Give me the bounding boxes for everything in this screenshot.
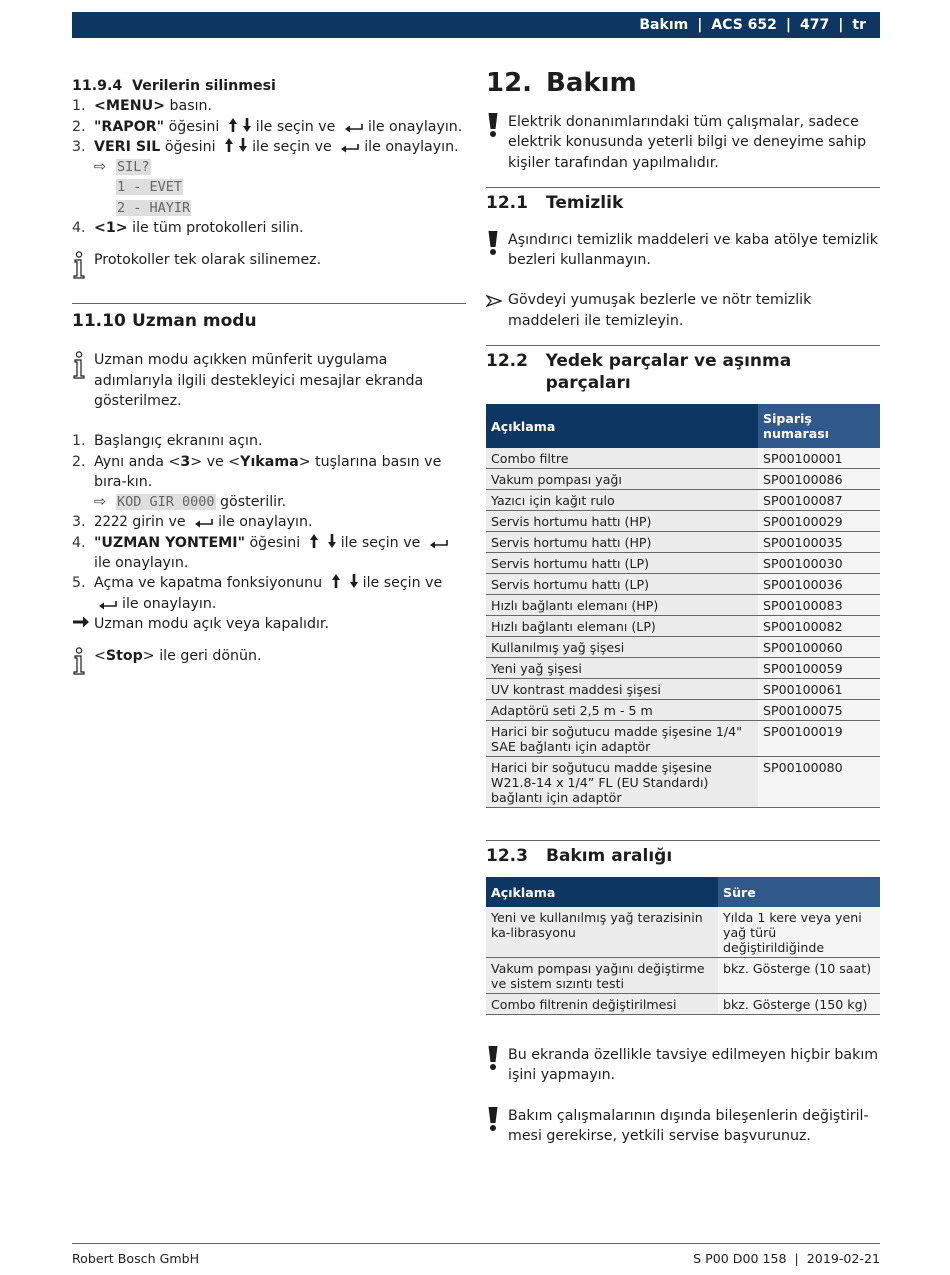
table-row	[486, 679, 880, 700]
table-cell: SP00100059	[758, 658, 880, 679]
table-cell: Servis hortumu hattı (LP)	[486, 553, 758, 574]
table-row	[486, 757, 880, 808]
table-row	[486, 553, 880, 574]
enter-key-icon	[344, 123, 364, 133]
heading-12: 12. Bakım	[486, 68, 637, 98]
warning-note: Bu ekranda özellikle tavsiye edilmeyen hiçbir bakım işini yapmayın.	[486, 1045, 880, 1086]
section-divider	[486, 187, 880, 188]
step-item: 4. "UZMAN YONTEMI" öğesini ile seçin ve ile onaylayın.	[72, 533, 466, 574]
footer-company: Robert Bosch GmbH	[72, 1251, 200, 1266]
table-cell: Harici bir soğutucu madde şişesine 1/4" SAE bağlantı için adaptör	[486, 721, 758, 757]
table-cell: Servis hortumu hattı (LP)	[486, 574, 758, 595]
table-row	[486, 448, 880, 469]
action-arrow-icon	[486, 290, 508, 331]
result-arrow-icon: ⇨	[94, 159, 106, 176]
table-row	[486, 616, 880, 637]
footer-date: 2019-02-21	[806, 1251, 880, 1266]
table-cell: bkz. Gösterge (10 saat)	[718, 958, 880, 994]
table-row	[486, 700, 880, 721]
display-text: SIL?	[117, 159, 150, 176]
warning-note: Bakım çalışmalarının dışında bileşenlerin değiştiril-mesi gerekirse, yetkili servise başvurunuz.	[486, 1106, 880, 1147]
table-header-row	[486, 404, 880, 448]
enter-key-icon	[194, 518, 214, 528]
step-item: 3. VERI SIL öğesini ile seçin ve ile onaylayın.	[72, 138, 459, 155]
arrow-up-icon	[309, 533, 319, 549]
right-column	[486, 66, 880, 1146]
display-text: 2 - HAYIR	[117, 199, 191, 216]
table-cell: Yılda 1 kere veya yeni yağ türü değiştirildiğinde	[718, 907, 880, 958]
warning-note: Elektrik donanımlarındaki tüm çalışmalar, sadece elektrik konusunda yeterli bilgi ve deneyime sahip kişiler tarafından yapılmalıdır.	[486, 112, 880, 173]
table-cell: Combo filtrenin değiştirilmesi	[486, 994, 718, 1015]
display-text: KOD GIR 0000	[117, 494, 215, 511]
header-product: ACS 652	[711, 17, 777, 33]
exclamation-icon	[486, 1106, 508, 1147]
section-divider	[486, 345, 880, 346]
table-cell: SP00100087	[758, 490, 880, 511]
table-row	[486, 469, 880, 490]
column-header: Süre	[718, 877, 880, 907]
arrow-up-icon	[228, 117, 238, 133]
final-result: Uzman modu açık veya kapalıdır.	[72, 614, 466, 634]
arrow-up-icon	[331, 573, 341, 589]
table-cell: SP00100035	[758, 532, 880, 553]
result-line	[72, 157, 466, 177]
table-cell: SP00100080	[758, 757, 880, 808]
header-section: Bakım	[639, 17, 689, 33]
heading-11-10: 11.10 Uzman modu	[72, 311, 257, 332]
table-cell: Harici bir soğutucu madde şişesine W21.8-14 x 1/4” FL (EU Standardı) bağlantı için adaptör	[486, 757, 758, 808]
table-row	[486, 907, 880, 958]
footer-divider	[72, 1243, 880, 1244]
table-cell: SP00100082	[758, 616, 880, 637]
table-cell: Combo filtre	[486, 448, 758, 469]
heading-12-2: 12.2 Yedek parçalar ve aşınma parçaları	[486, 351, 792, 394]
table-cell: SP00100075	[758, 700, 880, 721]
action-item: Gövdeyi yumuşak bezlerle ve nötr temizlik maddeleri ile temizleyin.	[486, 290, 880, 331]
display-block	[72, 177, 466, 218]
table-cell: Vakum pompası yağı	[486, 469, 758, 490]
table-cell: SP00100029	[758, 511, 880, 532]
step-item: 5. Açma ve kapatma fonksiyonunu ile seçin ve ile onaylayın.	[72, 575, 443, 612]
maintenance-interval-table	[486, 877, 880, 1015]
table-row	[486, 490, 880, 511]
table-cell: SP00100086	[758, 469, 880, 490]
section-divider	[486, 840, 880, 841]
step-item: 1. Başlangıç ekranını açın.	[72, 433, 263, 450]
info-icon	[72, 250, 94, 279]
heading-11-9-4: 11.9.4 Verilerin silinmesi	[72, 78, 276, 94]
arrow-down-icon	[238, 137, 248, 153]
left-column	[72, 76, 466, 675]
arrow-down-icon	[327, 533, 337, 549]
table-row	[486, 511, 880, 532]
table-cell: Yeni ve kullanılmış yağ terazisinin ka-librasyonu	[486, 907, 718, 958]
info-note: Protokoller tek olarak silinemez.	[72, 250, 466, 279]
info-note: <Stop> ile geri dönün.	[72, 646, 466, 675]
table-cell: Yeni yağ şişesi	[486, 658, 758, 679]
step-item: 2. Aynı anda <3> ve <Yıkama> tuşlarına basın ve bıra-kın.	[72, 453, 442, 490]
info-note: Uzman modu açıkken münferit uygulama adımlarıyla ilgili destekleyici mesajlar ekranda gösterilmez.	[72, 350, 466, 411]
arrow-down-icon	[349, 573, 359, 589]
table-header-row	[486, 877, 880, 907]
exclamation-icon	[486, 1045, 508, 1086]
table-cell: Hızlı bağlantı elemanı (HP)	[486, 595, 758, 616]
warning-note: Aşındırıcı temizlik maddeleri ve kaba atölye temizlik bezleri kullanmayın.	[486, 230, 880, 271]
header-lang: tr	[852, 17, 866, 33]
table-cell: Adaptörü seti 2,5 m - 5 m	[486, 700, 758, 721]
table-cell: bkz. Gösterge (150 kg)	[718, 994, 880, 1015]
step-item: 2. "RAPOR" öğesini ile seçin ve ile onaylayın.	[72, 118, 463, 135]
table-cell: Yazıcı için kağıt rulo	[486, 490, 758, 511]
table-cell: SP00100001	[758, 448, 880, 469]
column-header: Sipariş numarası	[758, 404, 880, 448]
exclamation-icon	[486, 112, 508, 173]
header-page: 477	[800, 17, 830, 33]
table-cell: SP00100061	[758, 679, 880, 700]
section-divider	[72, 303, 466, 304]
spare-parts-table	[486, 404, 880, 808]
table-row	[486, 958, 880, 994]
enter-key-icon	[340, 143, 360, 153]
enter-key-icon	[429, 539, 449, 549]
result-arrow-icon	[72, 614, 94, 634]
table-cell: Hızlı bağlantı elemanı (LP)	[486, 616, 758, 637]
column-header: Açıklama	[486, 877, 718, 907]
result-arrow-icon: ⇨	[94, 494, 106, 511]
table-cell: Kullanılmış yağ şişesi	[486, 637, 758, 658]
footer-docinfo: S P00 D00 158 | 2019-02-21	[693, 1251, 880, 1266]
table-cell: SP00100083	[758, 595, 880, 616]
table-cell: Servis hortumu hattı (HP)	[486, 511, 758, 532]
heading-12-1: 12.1 Temizlik	[486, 192, 624, 213]
table-cell: UV kontrast maddesi şişesi	[486, 679, 758, 700]
step-item: 1. <MENU> basın.	[72, 98, 213, 115]
step-item: 4. <1> ile tüm protokolleri silin.	[72, 220, 304, 237]
enter-key-icon	[98, 600, 118, 610]
table-cell: Servis hortumu hattı (HP)	[486, 532, 758, 553]
step-item: 3. 2222 girin ve ile onaylayın.	[72, 514, 313, 531]
table-row	[486, 658, 880, 679]
table-row	[486, 637, 880, 658]
info-icon	[72, 646, 94, 675]
page-header: Bakım | ACS 652 | 477 | tr	[72, 12, 880, 38]
table-row	[486, 994, 880, 1015]
arrow-up-icon	[224, 137, 234, 153]
table-row	[486, 574, 880, 595]
table-row	[486, 532, 880, 553]
table-row	[486, 595, 880, 616]
info-icon	[72, 350, 94, 411]
heading-12-3: 12.3 Bakım aralığı	[486, 846, 673, 867]
table-cell: SP00100036	[758, 574, 880, 595]
table-cell: Vakum pompası yağını değiştirme ve sistem sızıntı testi	[486, 958, 718, 994]
table-cell: SP00100060	[758, 637, 880, 658]
display-text: 1 - EVET	[117, 179, 183, 196]
result-line: ⇨ KOD GIR 0000 gösterilir.	[72, 492, 466, 512]
exclamation-icon	[486, 230, 508, 271]
table-cell: SP00100030	[758, 553, 880, 574]
arrow-down-icon	[242, 117, 252, 133]
table-row	[486, 721, 880, 757]
footer-docnum: S P00 D00 158	[693, 1251, 787, 1266]
column-header: Açıklama	[486, 404, 758, 448]
table-cell: SP00100019	[758, 721, 880, 757]
